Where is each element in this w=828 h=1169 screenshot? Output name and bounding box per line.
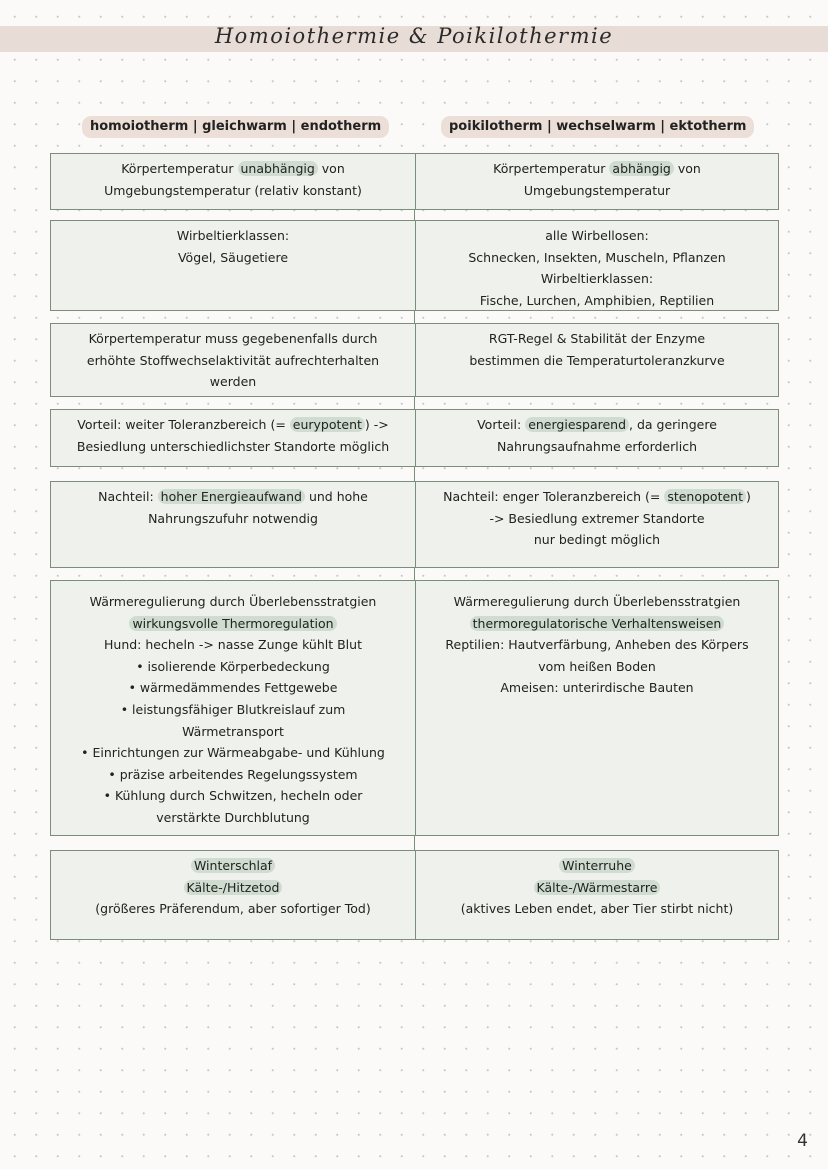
cell-right: Winterruhe Kälte-/Wärmestarre (aktives Leben endet, aber Tier stirbt nicht) (415, 851, 778, 939)
row-advantage (50, 409, 779, 467)
header-poikilotherm: poikilotherm | wechselwarm | ektotherm (441, 116, 754, 138)
cell-right: alle Wirbellosen: Schnecken, Insekten, Muscheln, Pflanzen Wirbeltierklassen: Fische, Lurchen, Amphibien, Reptilien (415, 221, 778, 310)
row-disadvantage (50, 481, 779, 568)
row-regulation (50, 323, 779, 397)
cell-left: Winterschlaf Kälte-/Hitzetod (größeres Präferendum, aber sofortiger Tod) (95, 858, 371, 917)
row-winter (50, 850, 779, 940)
cell-left: Vorteil: weiter Toleranzbereich (= eurypotent ) -> Besiedlung unterschiedlichster Standorte möglich (76, 417, 390, 454)
cell-right: RGT-Regel & Stabilität der Enzyme bestimmen die Temperaturtoleranzkurve (415, 324, 778, 396)
row-body-temperature (50, 153, 779, 210)
row-thermoregulation (50, 580, 779, 836)
cell-right: Nachteil: enger Toleranzbereich (= stenopotent ) -> Besiedlung extremer Standorte nur bedingt möglich (415, 482, 778, 567)
cell-right: Wärmeregulierung durch Überlebensstratgien thermoregulatorische Verhaltensweisen Reptilien: Hautverfärbung, Anheben des Körpers vom heißen Boden Ameisen: unterirdische Bauten (415, 581, 778, 835)
page-title: Homoiothermie & Poikilothermie (214, 24, 614, 48)
cell-right: Körpertemperatur abhängig von Umgebungstemperatur (415, 154, 778, 209)
page-number: 4 (797, 1131, 808, 1151)
cell-left: Körpertemperatur unabhängig von Umgebungstemperatur (relativ konstant) (104, 161, 362, 198)
cell-left: Nachteil: hoher Energieaufwand und hohe Nahrungszufuhr notwendig (98, 489, 368, 526)
cell-left: Wirbeltierklassen: Vögel, Säugetiere (176, 228, 290, 265)
cell-left: Wärmeregulierung durch Überlebensstratgien wirkungsvolle Thermoregulation Hund: hecheln -> nasse Zunge kühlt Blut • isolierende Körperbedeckung • wärmedämmendes Fettgewebe • leistungsfähiger Blutkreislauf zum Wärmetransport • Einrichtungen zur Wärmeabgabe- und Kühlung • präzise arbeitendes Regelungssystem • Kühlung durch Schwitzen, hecheln oder verstärkte Durchblutung (81, 594, 385, 825)
cell-left: Körpertemperatur muss gegebenenfalls durch erhöhte Stoffwechselaktivität aufrechterhalten werden (86, 331, 380, 390)
cell-right: Vorteil: energiesparend , da geringere Nahrungsaufnahme erforderlich (415, 410, 778, 466)
header-homoiotherm: homoiotherm | gleichwarm | endotherm (82, 116, 389, 138)
row-animal-classes (50, 220, 779, 311)
